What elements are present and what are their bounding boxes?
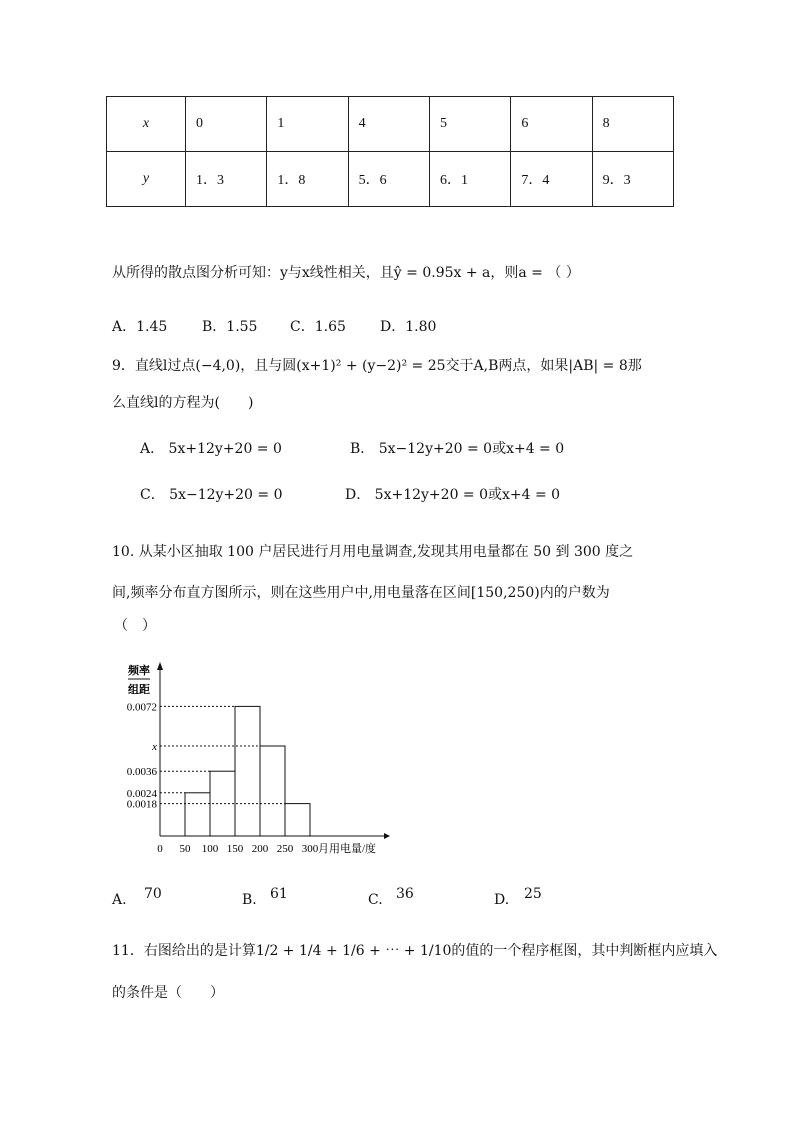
q11-line2: 的条件是（ ） bbox=[112, 985, 224, 1001]
table-cell: 9．3 bbox=[592, 152, 673, 207]
histogram-bar bbox=[285, 804, 310, 836]
q9-option-d: D． 5x+12y+20 = 0或x+4 = 0 bbox=[345, 487, 561, 503]
table-cell: 1．3 bbox=[186, 152, 267, 207]
q10-line2: 间,频率分布直方图所示，则在这些用户中,用电量落在区间[150,250)内的户数为 bbox=[112, 585, 610, 601]
q8-stem: 从所得的散点图分析可知：y与x线性相关，且ŷ = 0.95x + a，则a = （ ） bbox=[112, 265, 580, 281]
q8-option-b: B．1.55 bbox=[202, 319, 258, 335]
x-tick-label: 100 bbox=[201, 843, 219, 855]
q10-option-d-letter: D. bbox=[494, 892, 510, 908]
q9-option-c: C． 5x−12y+20 = 0 bbox=[140, 487, 283, 503]
q10-option-b-value: 61 bbox=[270, 886, 288, 902]
table-cell: 5．6 bbox=[348, 152, 429, 207]
q9-option-a: A． 5x+12y+20 = 0 bbox=[140, 441, 282, 457]
q10-option-c-letter: C. bbox=[368, 892, 383, 908]
q9-line2: 么直线l的方程为( ) bbox=[112, 395, 254, 411]
q10-line3: （ ） bbox=[114, 618, 156, 634]
x-tick-label: 150 bbox=[226, 843, 244, 855]
x-tick-label: 300 bbox=[301, 843, 319, 855]
x-tick-label: 200 bbox=[251, 843, 269, 855]
y-tick-label: 0.0036 bbox=[126, 766, 157, 779]
q10-option-c-value: 36 bbox=[396, 886, 414, 902]
y-tick-label: 0.0024 bbox=[126, 787, 157, 800]
q11-prefix: 11．右图给出的是计算 bbox=[112, 943, 256, 959]
q8-option-d: D．1.80 bbox=[380, 319, 437, 335]
y-tick-label: x bbox=[152, 741, 157, 753]
x-tick-label: 0 bbox=[157, 843, 163, 855]
table-cell: 6 bbox=[511, 97, 592, 152]
table-cell: 1．8 bbox=[267, 152, 348, 207]
x-axis-arrow-icon bbox=[384, 833, 390, 839]
q10-option-b-letter: B. bbox=[242, 892, 257, 908]
frequency-histogram bbox=[100, 650, 420, 860]
table-cell: 6．1 bbox=[430, 152, 511, 207]
q11-series-expression: 1/2 + 1/4 + 1/6 + ⋯ + 1/10 bbox=[255, 943, 452, 959]
x-tick-label: 250 bbox=[276, 843, 294, 855]
q10-option-a-value: 70 bbox=[144, 886, 162, 902]
y-tick-label: 0.0072 bbox=[126, 701, 157, 714]
q11-suffix: 的值的一个程序框图，其中判断框内应填入 bbox=[451, 943, 718, 959]
q10-option-a-letter: A. bbox=[112, 892, 127, 908]
histogram-bar bbox=[260, 746, 285, 836]
y-label-top: 频率 bbox=[128, 665, 150, 677]
table-row-y bbox=[107, 152, 674, 207]
row-header: y bbox=[107, 152, 186, 207]
table-row-x bbox=[107, 97, 674, 152]
y-axis-arrow-icon bbox=[157, 662, 163, 670]
y-tick-label: 0.0018 bbox=[126, 798, 157, 811]
x-tick-label: 50 bbox=[179, 843, 191, 855]
histogram-bar bbox=[185, 793, 210, 836]
table-cell: 5 bbox=[430, 97, 511, 152]
q9-option-b: B． 5x−12y+20 = 0或x+4 = 0 bbox=[350, 441, 565, 457]
table-cell: 4 bbox=[348, 97, 429, 152]
histogram-bar bbox=[235, 706, 260, 836]
q10-option-d-value: 25 bbox=[524, 886, 542, 902]
data-table bbox=[106, 96, 674, 207]
row-header: x bbox=[107, 97, 186, 152]
table-cell: 8 bbox=[592, 97, 673, 152]
q9-line1: 9．直线l过点(−4,0)，且与圆(x+1)² + (y−2)² = 25交于A,B两点，如果|AB| = 8那 bbox=[112, 358, 642, 374]
table-cell: 7．4 bbox=[511, 152, 592, 207]
q8-option-c: C．1.65 bbox=[290, 319, 346, 335]
x-axis-label: 月用电量/度 bbox=[318, 843, 377, 855]
q11-line1 bbox=[112, 940, 717, 960]
y-label-bottom: 组距 bbox=[128, 684, 150, 696]
q10-line1: 10. 从某小区抽取 100 户居民进行月用电量调查,发现其用电量都在 50 到 300 度之 bbox=[112, 544, 634, 560]
table-cell: 0 bbox=[186, 97, 267, 152]
q8-option-a: A．1.45 bbox=[112, 319, 168, 335]
table-cell: 1 bbox=[267, 97, 348, 152]
